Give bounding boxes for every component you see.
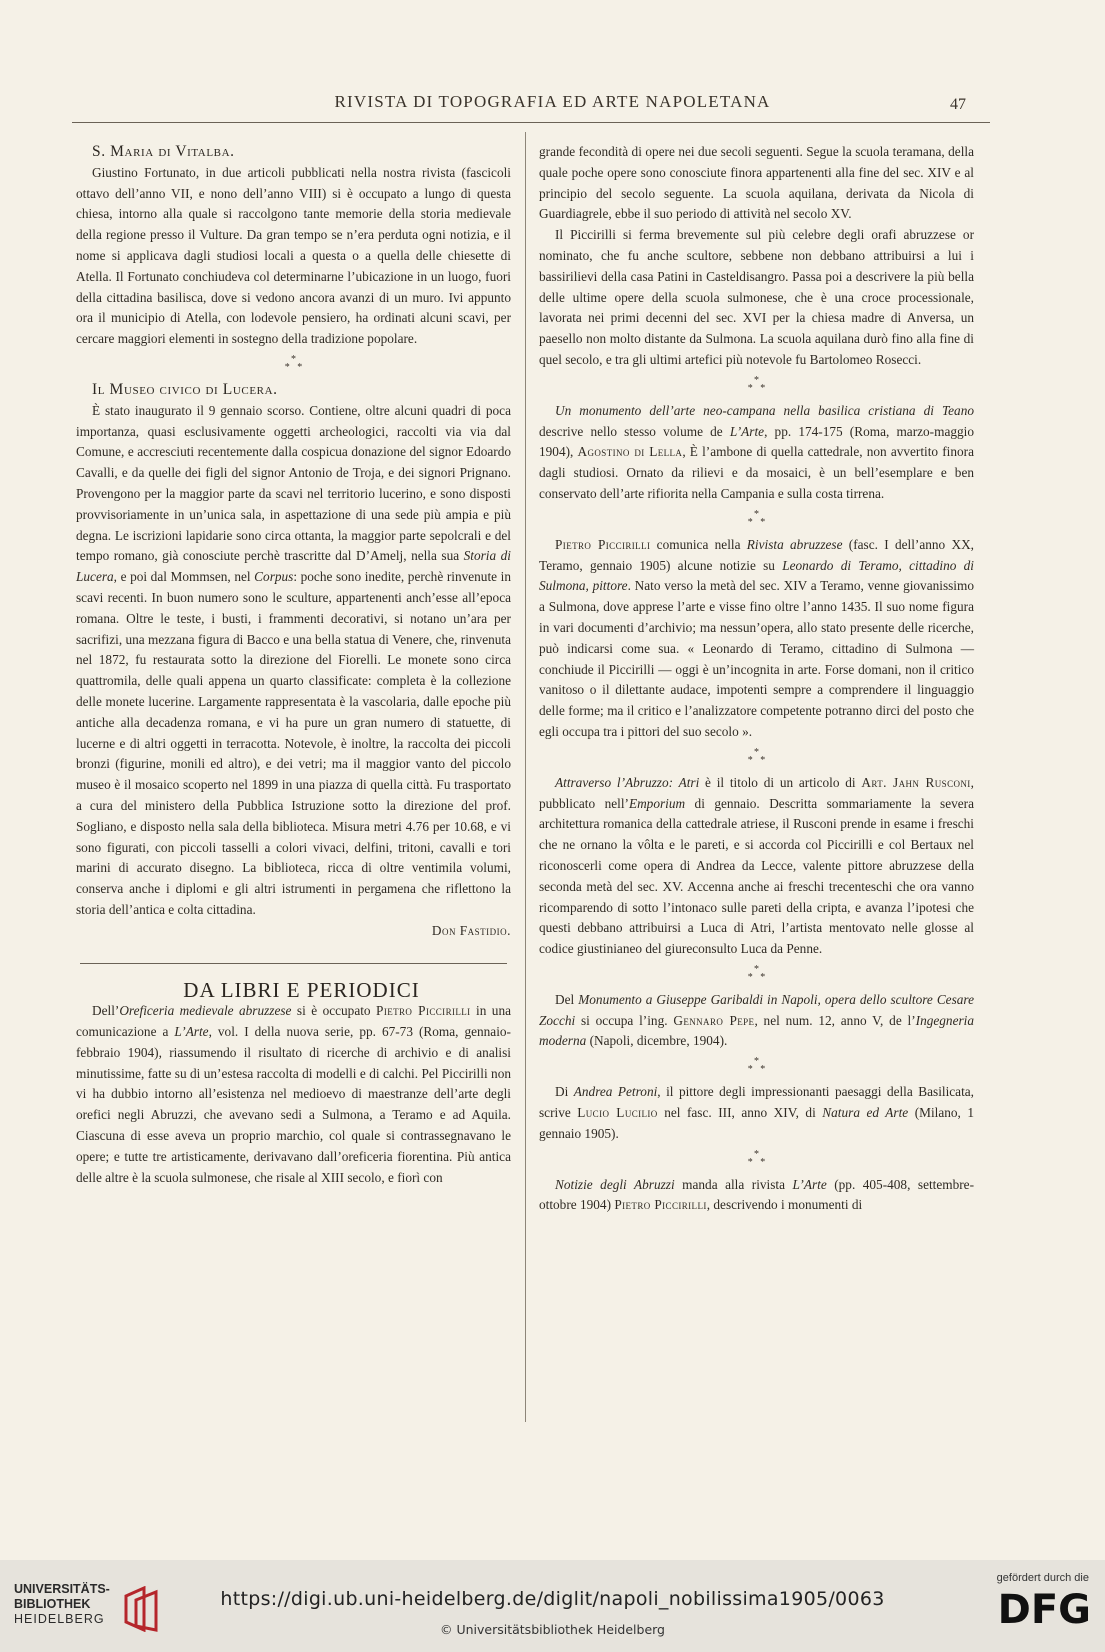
asterism-star: * (297, 361, 303, 373)
viewer-footer (0, 1560, 1105, 1652)
signature: Don Fastidio. (431, 922, 511, 938)
running-head: RIVISTA DI TOPOGRAFIA ED ARTE NAPOLETANA (334, 92, 771, 111)
copyright-notice: © Universitätsbibliothek Heidelberg (439, 1622, 665, 1637)
heading-libri-periodici: DA LIBRI E PERIODICI (183, 978, 420, 1003)
section-title-vitalba: S. Maria di Vitalba. (92, 143, 235, 160)
paragraph-oreficeria: Dell’Oreficeria medievale abruzzese si è occupato Pietro Piccirilli in una comunicazione a L’Arte, vol. I della nuova serie, pp. 67-73 (Roma, gennaio-febbraio 1904), riassumendo il risultato di ricerche di archivio e di analisi minutissime, fatte su di un’estesa raccolta di modelli e di calchi. Pel Piccirilli non vi ha dubbio intorno all’esistenza nel medioevo di maestranze dell’arte degli orefici negli Abruzzi, che avevano sedi a Sulmona, a Teramo e ad Aquila. Ciascuna di esse aveva un proprio marchio, col quale si contrassegnavano le opere; e tutte tre artisticamente, derivavano dall’oreficeria fiorentina. Più antica delle altre è la scuola sulmonese, che risale al XIII secolo, e fiorì con (76, 1003, 511, 1185)
column-divider (525, 132, 526, 1422)
document-url-link[interactable]: https://digi.ub.uni-heidelberg.de/diglit/napoli_nobilissima1905/0063 (220, 1588, 885, 1610)
section-title-lucera: Il Museo civico di Lucera. (92, 380, 278, 398)
right-column (539, 142, 974, 1216)
dfg-logo: DFG (997, 1587, 1091, 1633)
paragraph-petroni: Di Andrea Petroni, il pittore degli impressionanti paesaggi della Basilicata, scrive Lucio Lucilio nel fasc. III, anno XIV, di Natura ed Arte (Milano, 1 gennaio 1905). (539, 1084, 975, 1141)
dfg-logo-block[interactable] (985, 1572, 1095, 1632)
paragraph-piccirilli-orafi: Il Piccirilli si ferma brevemente sul più celebre degli orafi abruzzese or nominato, che fu anche scultore, sebbene non debbano attribuirsi a lui i bassirilievi della casa Patini in Casteldisangro. Passa poi a descrivere la più bella delle ultime opere della scuola sulmonese, che è una croce processionale, lavorata nei primi decenni del sec. XVI per la chiesa madre di Anversa, un paesello non molto distante da Sulmona. La scuola aquilana durò fino alla fine di quel secolo, e tra gli ultimi artefici più notevole fu Bartolomeo Rosecci. (539, 227, 974, 367)
page-number: 47 (950, 96, 966, 113)
paragraph-notizie-abruzzi: Notizie degli Abruzzi manda alla rivista L’Arte (pp. 405-408, settembre-ottobre 1904) Pietro Piccirilli, descrivendo i monumenti di (539, 1176, 975, 1213)
asterism: * * * (747, 746, 766, 766)
paragraph-atri: Attraverso l’Abruzzo: Atri è il titolo di un articolo di Art. Jahn Rusconi, pubblicato nell’Emporium di gennaio. Descritta sommariamente la severa architettura romanica della cattedrale atriese, il Rusconi prende in esame i freschi che ne ornano la vôlta e le pareti, e si accorda col Piccirilli e col Bertaux nel riconoscerli come opera di Andrea da Lecce, valente pittore abruzzese della seconda metà del sec. XV. Accenna anche ai freschi trecenteschi che ora vanno ricomparendo di sotto l’intonaco sulle pareti della cripta, e avanza l’ipotesi che questi debbano attribuirsi a Luca di Atri, l’artista mentovato nelle glosse al codice giustinianeo del giureconsulto Luca da Penne. (539, 774, 974, 957)
university-library-name: UNIVERSITÄTS- BIBLIOTHEK HEIDELBERG (14, 1582, 110, 1626)
paragraph-leonardo-teramo: Pietro Piccirilli comunica nella Rivista abruzzese (fasc. I dell’anno XX, Teramo, gennaio 1905) alcune notizie su Leonardo di Teramo, cittadino di Sulmona, pittore. Nato verso la metà del sec. XIV a Teramo, venne giovanissimo a Sulmona, dove apprese l’arte e visse fino oltre l’anno 1435. Il suo nome figura in vari documenti d’archivio; ma nessun’opera, allo stato presente delle ricerche, può indicarsi come sua. « Leonardo di Teramo, cittadino di Sulmona — conchiude il Piccirilli — oggi è un’incognita in arte. Forse domani, non il critico vanitoso o il dilettante audace, impotenti sempre a comprendere il linguaggio delle forme; ma il critico e l’analizzatore competente potranno dirci del posto che egli occupa tra i pittori del suo secolo ». (539, 536, 974, 739)
paragraph-lucera: È stato inaugurato il 9 gennaio scorso. Contiene, oltre alcuni quadri di poca importanza, quasi esclusivamente oggetti archeologici, raccolti via via dal Comune, e accresciuti recentemente dalla cospicua donazione del signor Edoardo Cavalli, e da quelle dei figli del signor Antonio de Troja, e dei signori Prignano. Provengono per la maggior parte da scavi nel territorio lucerino, e sono disposti provvisoriamente in un’unica sala, in aspettazione di una sede più ampia e più degna. Le iscrizioni lapidarie sono circa ottanta, la maggior parte sepolcrali e del tempo romano, già conosciute perchè trascritte dal D’Amelj, nella sua Storia di Lucera, e poi dal Mommsen, nel Corpus: poche sono inedite, perchè rinvenute in scavi recenti. In buon numero sono le sculture, appartenenti anch’esse all’epoca romana. Oltre le teste, i busti, i frammenti decorativi, si notano un’ara per sacrifizi, una mezzana figura di Bacco e una bella statua di Venere, che, rinvenuta nel 1872, fu restaurata sotto la direzione del Fiorelli. Le monete sono circa quattromila, delle quali appena un quarto classificate: completa è la collezione delle monete lucerine. Largamente rappresentata è la vascolaria, dalle epoche più antiche alla decadenza romana, e vi ha pure un gran numero di statuette, di lucerne e di altri oggetti in terracotta. Notevole, è inoltre, la raccolta dei piccoli bronzi (figurine, monili ed altro), e dei vetri; ma il maggior vanto del piccolo museo è il mosaico scoperto nel 1899 in una piazza di quella città. Fu trasportato a cura del ministero della Pubblica Istruzione sotto la direzione del prof. Sogliano, e disposto nella sala della biblioteca. Misura metri 4.76 per 10.68, e vi sono figurati, con piccoli tasselli a colori vivaci, delfini, tritoni, cavalli e tori marini di accurato disegno. La biblioteca, ricca di oltre ventimila volumi, conserva anche i diplomi e gli altri istrumenti in pergamena che riflettono la storia dell’antica e colta cittadina. (76, 402, 511, 917)
asterism-star: * (284, 361, 290, 373)
asterism: * * * (747, 374, 766, 394)
paragraph-garibaldi: Del Monumento a Giuseppe Garibaldi in Napoli, opera dello scultore Cesare Zocchi si occupa l’ing. Gennaro Pepe, nel num. 12, anno V, de l’Ingegneria moderna (Napoli, dicembre, 1904). (539, 991, 974, 1049)
asterism (76, 353, 511, 373)
asterism: * * * (747, 963, 766, 983)
left-column (76, 142, 511, 1188)
dfg-funding-label: gefördert durch die (996, 1572, 1089, 1584)
asterism: * * * (747, 508, 766, 528)
asterism: * * * (747, 1148, 766, 1168)
paragraph-scuola-teramana: grande fecondità di opere nei due secoli seguenti. Segue la scuola teramana, della quale poche opere sono conosciute finora appartenenti alla fine del sec. XIV e al principio del secolo seguente. La scuola aquilana, derivata da Nicola di Guardiagrele, ebbe il suo periodo di attività nel secolo XV. (539, 144, 974, 222)
paragraph-vitalba: Giustino Fortunato, in due articoli pubblicati nella nostra rivista (fascicoli ottavo dell’anno VII, e nono dell’anno VIII) si è occupato a lungo di questa chiesa, intorno alla quale si raccolgono tante memorie della storia medievale della regione presso il Vulture. Da gran tempo se n’era perduta ogni notizia, e il nome si applicava dagli studiosi locali a questa o a quella delle chiesette di Atella. Il Fortunato conchiudeva col determinarne l’ubicazione in un luogo, fuori della cittadina basilisca, dove si vedono ancora avanzi di un muro. Ivi appunto ora il municipio di Atella, con lodevole pensiero, ha ordinati alcuni scavi, per cercare maggiori elementi in sostegno della tradizione popolare. (76, 164, 511, 347)
asterism: * * * (747, 1056, 766, 1076)
asterism-star: * (291, 353, 296, 365)
header-rule (72, 122, 990, 123)
section-rule (80, 963, 507, 964)
paragraph-teano: Un monumento dell’arte neo-campana nella basilica cristiana di Teano descrive nello stesso volume de L’Arte, pp. 174-175 (Roma, marzo-maggio 1904), Agostino di Lella, È l’ambone di quella cattedrale, non avvertito finora dagli studiosi. Ornato da rilievi e da mosaici, è un bell’esemplare e ben conservato dell’arte rifiorita nella Campania e sulla costa tirrena. (539, 402, 974, 501)
